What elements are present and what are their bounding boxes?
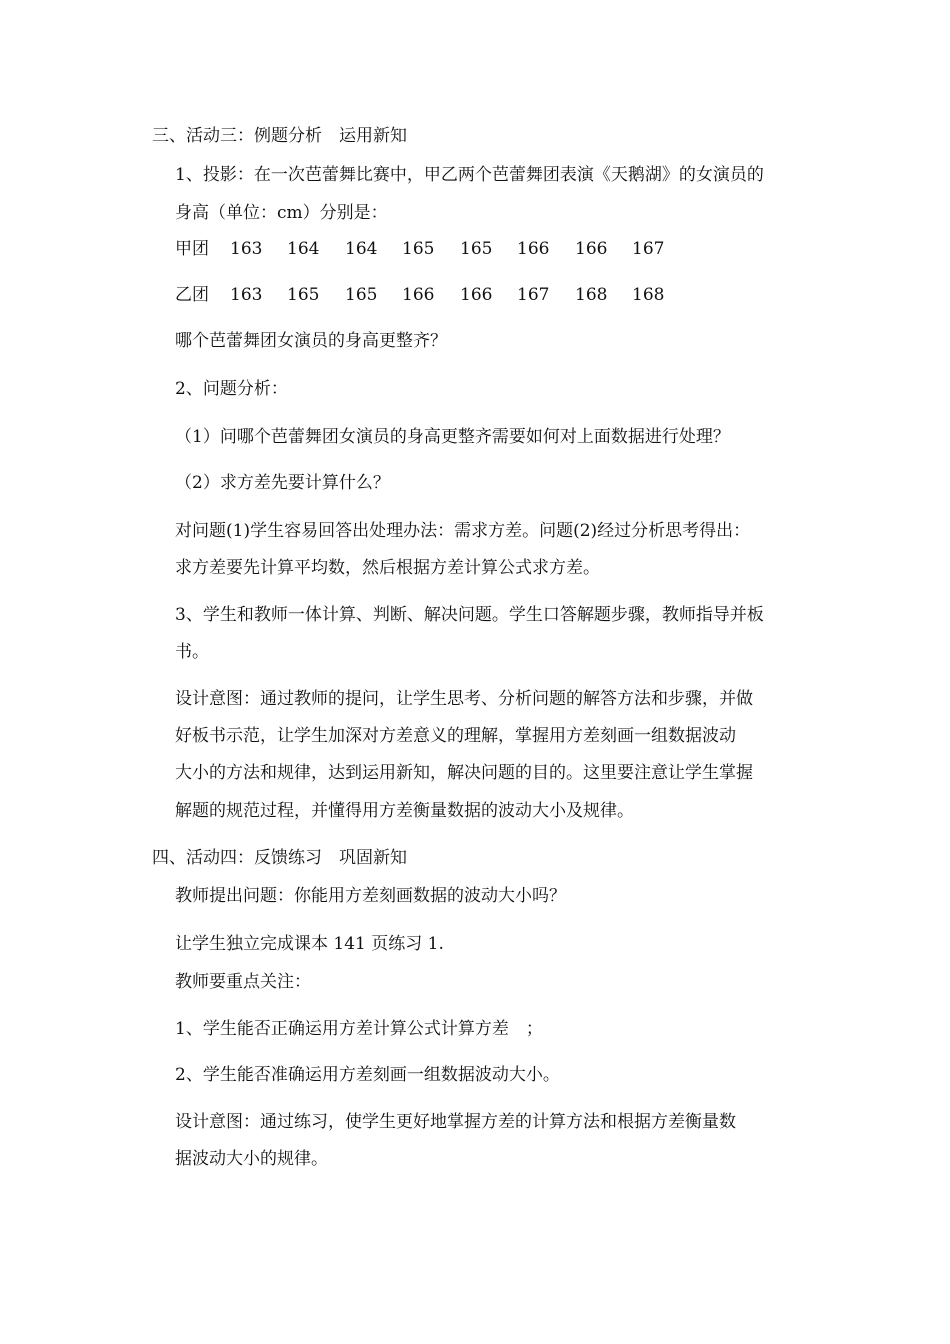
- table-cell: 166: [460, 285, 493, 305]
- table-cell: 164: [345, 239, 378, 259]
- row-label: 甲团: [175, 239, 209, 259]
- analysis-question-1: （1）问哪个芭蕾舞团女演员的身高更整齐需要如何对上面数据进行处理？: [175, 427, 730, 447]
- design-intent-line-1: 设计意图：通过教师的提问，让学生思考、分析问题的解答方法和步骤，并做: [175, 689, 753, 709]
- height-row-team-a: [175, 238, 735, 260]
- section-3-heading: 三、活动三：例题分析 运用新知: [152, 126, 407, 146]
- section-4-heading: 四、活动四：反馈练习 巩固新知: [152, 848, 407, 868]
- table-cell: 166: [575, 239, 608, 259]
- table-cell: 165: [287, 285, 320, 305]
- question-text: 哪个芭蕾舞团女演员的身高更整齐？: [175, 331, 447, 351]
- exercise-assignment: 让学生独立完成课本 141 页练习 1.: [175, 934, 444, 954]
- table-cell: 165: [402, 239, 435, 259]
- design-intent-line-4: 解题的规范过程，并懂得用方差衡量数据的波动大小及规律。: [175, 801, 634, 821]
- focus-item-2: 2、学生能否准确运用方差刻画一组数据波动大小。: [175, 1065, 560, 1085]
- analysis-title: 2、问题分析：: [175, 379, 288, 399]
- table-cell: 167: [517, 285, 550, 305]
- paragraph-1-line-2: 身高（单位：cm）分别是：: [175, 203, 388, 223]
- height-row-team-b: [175, 284, 735, 306]
- design-intent-2-line-2: 据波动大小的规律。: [175, 1149, 328, 1169]
- analysis-question-2: （2）求方差先要计算什么？: [175, 473, 390, 493]
- design-intent-line-2: 好板书示范，让学生加深对方差意义的理解，掌握用方差刻画一组数据波动: [175, 726, 736, 746]
- design-intent-line-3: 大小的方法和规律，达到运用新知，解决问题的目的。这里要注意让学生掌握: [175, 763, 753, 783]
- table-cell: 163: [230, 239, 263, 259]
- table-cell: 168: [575, 285, 608, 305]
- table-cell: 166: [517, 239, 550, 259]
- paragraph-3-line-2: 书。: [175, 642, 209, 662]
- answer-line-2: 求方差要先计算平均数，然后根据方差计算公式求方差。: [175, 558, 600, 578]
- table-cell: 167: [632, 239, 665, 259]
- table-cell: 168: [632, 285, 665, 305]
- teacher-question: 教师提出问题：你能用方差刻画数据的波动大小吗？: [175, 886, 566, 906]
- table-cell: 165: [460, 239, 493, 259]
- row-label: 乙团: [175, 285, 209, 305]
- paragraph-1-line-1: 1、投影：在一次芭蕾舞比赛中，甲乙两个芭蕾舞团表演《天鹅湖》的女演员的: [175, 165, 764, 185]
- table-cell: 164: [287, 239, 320, 259]
- answer-line-1: 对问题(1)学生容易回答出处理办法：需求方差。问题(2)经过分析思考得出：: [175, 521, 751, 541]
- focus-item-1: 1、学生能否正确运用方差计算公式计算方差 ；: [175, 1019, 543, 1039]
- table-cell: 166: [402, 285, 435, 305]
- table-cell: 163: [230, 285, 263, 305]
- paragraph-3-line-1: 3、学生和教师一体计算、判断、解决问题。学生口答解题步骤，教师指导并板: [175, 605, 764, 625]
- focus-heading: 教师要重点关注：: [175, 972, 311, 992]
- table-cell: 165: [345, 285, 378, 305]
- design-intent-2-line-1: 设计意图：通过练习，使学生更好地掌握方差的计算方法和根据方差衡量数: [175, 1112, 736, 1132]
